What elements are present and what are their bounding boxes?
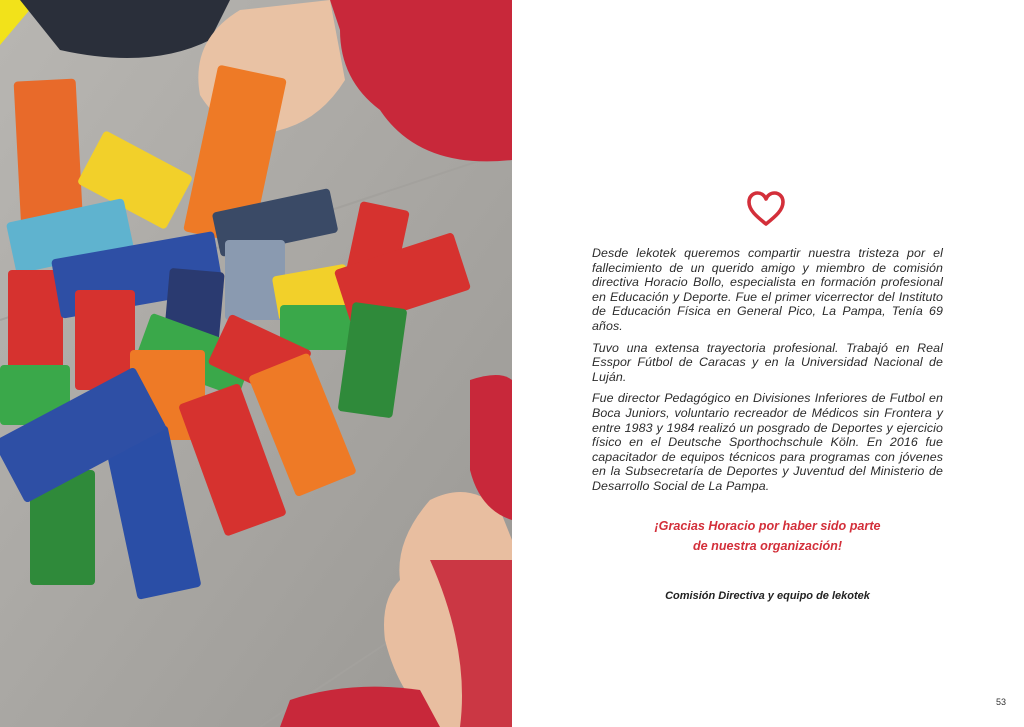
memorial-page — [512, 0, 1024, 727]
thanks-line-1: ¡Gracias Horacio por haber sido parte — [654, 519, 881, 533]
paragraph-3: Fue director Pedagógico en Divisiones Inferiores de Futbol en Boca Juniors, voluntario recreador de Médicos sin Frontera y entre 1983 y 1984 realizó un posgrado de Deportes y ejercicio físico en el Deutsche Sporthochschule Köln. En 2016 fue capacitador de equipos técnicos para programas con jóvenes en la Subsecretaría de Deportes y Juventud del Ministerio de Desarrollo Social de La Pampa. — [592, 391, 943, 493]
thanks-message — [592, 516, 943, 556]
thanks-line-2: de nuestra organización! — [692, 539, 843, 553]
paragraph-1: Desde lekotek queremos compartir nuestra tristeza por el fallecimiento de un querido amigo y miembro de comisión directiva Horacio Bollo, especialista en formación profesional en Educación y Deporte. Fue el primer vicerrector del Instituto de Educación Física en General Pico, La Pampa, Tenía 69 años. — [592, 246, 943, 333]
heart-outline-icon — [746, 190, 786, 228]
page-number: 53 — [995, 697, 1006, 707]
paragraph-2: Tuvo una extensa trayectoria profesional. Trabajó en Real Esspor Fútbol de Caracas y en la Universidad Nacional de Luján. — [592, 340, 943, 384]
memorial-text — [592, 246, 943, 501]
signature: Comisión Directiva y equipo de lekotek — [665, 590, 870, 602]
